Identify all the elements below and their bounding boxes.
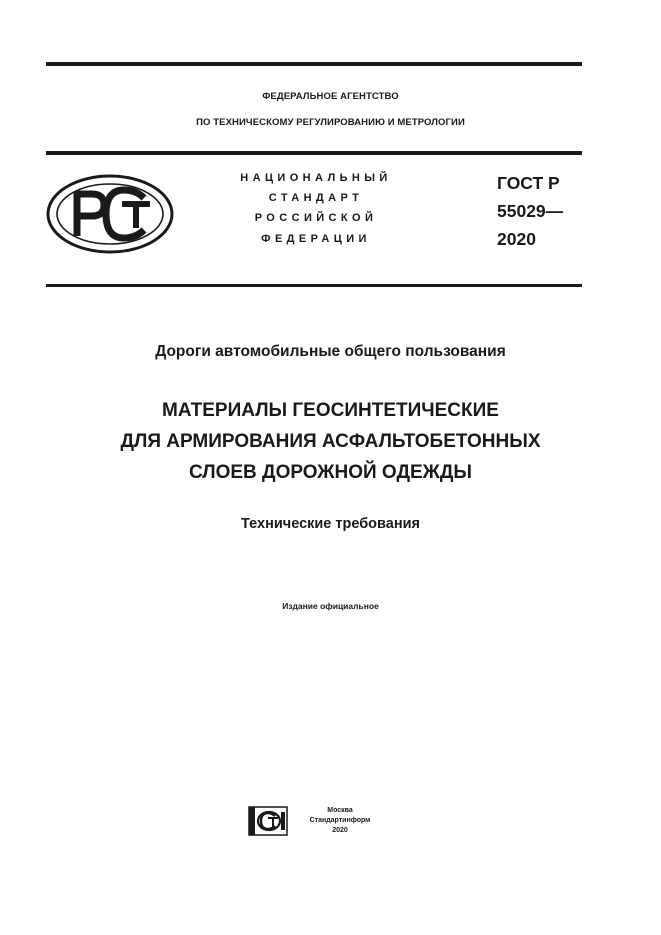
- standard-type-line-1: НАЦИОНАЛЬНЫЙ: [240, 172, 392, 184]
- publisher-year: 2020: [332, 827, 348, 834]
- middle-rule: [46, 151, 582, 155]
- publisher-name: Стандартинформ: [309, 817, 371, 824]
- agency-line-2: ПО ТЕХНИЧЕСКОМУ РЕГУЛИРОВАНИЮ И МЕТРОЛОГИИ: [196, 117, 465, 128]
- document-subtitle: Технические требования: [241, 516, 420, 532]
- publisher-city: Москва: [327, 807, 353, 814]
- document-title-line-2: ДЛЯ АРМИРОВАНИЯ АСФАЛЬТОБЕТОННЫХ: [120, 431, 541, 452]
- document-title-line-1: МАТЕРИАЛЫ ГЕОСИНТЕТИЧЕСКИЕ: [162, 400, 499, 421]
- standard-type-line-4: ФЕДЕРАЦИИ: [261, 233, 371, 245]
- standartinform-logo-icon: [248, 806, 288, 836]
- rst-certification-mark-icon: [46, 174, 174, 254]
- standard-code-prefix: ГОСТ Р: [497, 173, 560, 193]
- document-series: Дороги автомобильные общего пользования: [155, 343, 506, 360]
- standard-code-year: 2020: [497, 229, 536, 249]
- edition-note: Издание официальное: [282, 601, 379, 611]
- agency-line-1: ФЕДЕРАЛЬНОЕ АГЕНТСТВО: [262, 91, 399, 102]
- bottom-rule: [46, 284, 582, 287]
- standard-type-line-2: СТАНДАРТ: [268, 192, 364, 204]
- top-rule: [46, 62, 582, 66]
- document-title-line-3: СЛОЕВ ДОРОЖНОЙ ОДЕЖДЫ: [189, 462, 472, 483]
- standard-type-line-3: РОССИЙСКОЙ: [254, 212, 378, 224]
- standard-code-number: 55029—: [497, 201, 564, 221]
